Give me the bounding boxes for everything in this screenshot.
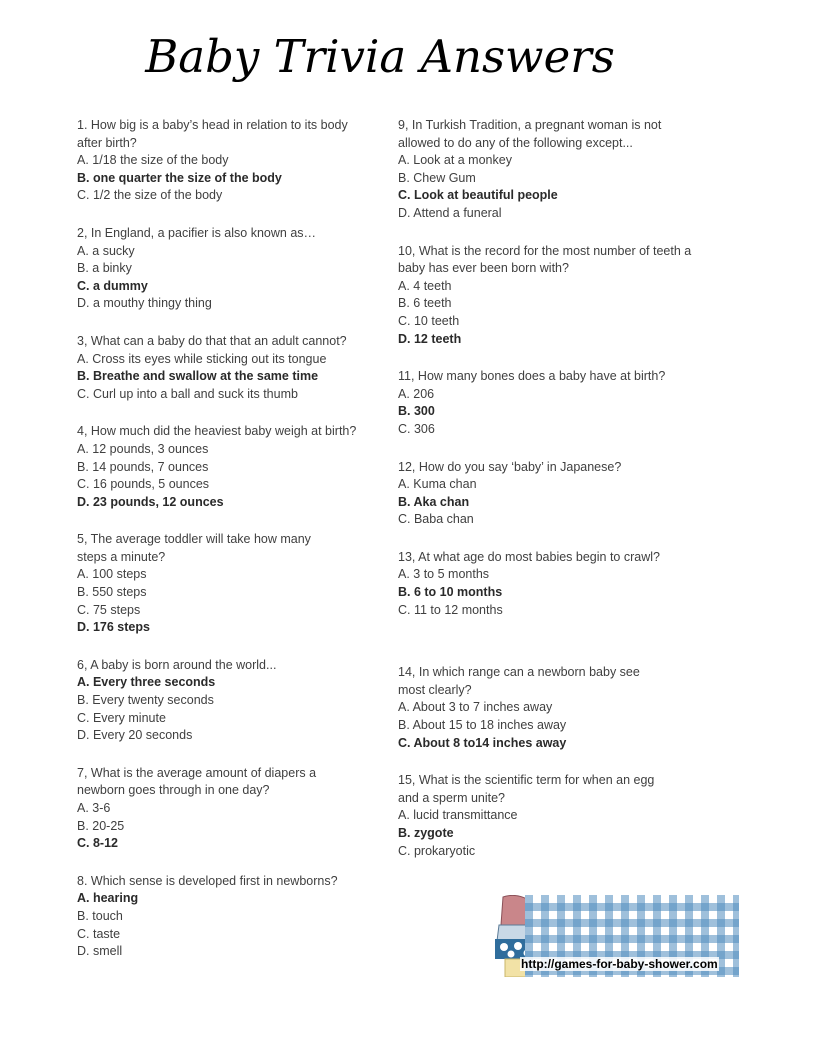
answer-option: D. smell	[77, 944, 123, 959]
page-title: Baby Trivia Answers	[145, 30, 615, 83]
answer-option: C. 306	[398, 421, 435, 436]
question-block	[398, 664, 708, 752]
question-block	[77, 117, 387, 205]
correct-answer: D. 23 pounds, 12 ounces	[77, 494, 224, 509]
question-block	[398, 243, 708, 349]
question-text: 4, How much did the heaviest baby weigh at birth?	[77, 424, 357, 439]
correct-answer: C. a dummy	[77, 278, 148, 293]
correct-answer: B. 6 to 10 months	[398, 585, 503, 600]
question-text: baby has ever been born with?	[398, 261, 569, 276]
answer-option: A. 1/18 the size of the body	[77, 153, 229, 168]
answer-option: C. 10 teeth	[398, 313, 460, 328]
question-text: 5, The average toddler will take how many	[77, 532, 311, 547]
answer-option: D. Every 20 seconds	[77, 728, 193, 743]
question-text: 15, What is the scientific term for when an egg	[398, 773, 655, 788]
answer-option: B. 14 pounds, 7 ounces	[77, 459, 209, 474]
question-block	[398, 368, 708, 438]
question-text: after birth?	[77, 135, 137, 150]
question-text: 3, What can a baby do that that an adult cannot?	[77, 333, 347, 348]
answer-option: C. 16 pounds, 5 ounces	[77, 477, 210, 492]
answer-option: C. prokaryotic	[398, 843, 476, 858]
question-block	[77, 657, 387, 745]
answer-option: A. Cross its eyes while sticking out its tongue	[77, 351, 327, 366]
answer-option: D. a mouthy thingy thing	[77, 296, 212, 311]
question-text: 8. Which sense is developed first in newborns?	[77, 873, 338, 888]
question-text: 10, What is the record for the most number of teeth a	[398, 243, 692, 258]
answer-option: B. 20-25	[77, 818, 125, 833]
question-text: allowed to do any of the following except...	[398, 135, 633, 150]
question-block	[77, 333, 387, 403]
question-text: and a sperm unite?	[398, 790, 506, 805]
answer-option: A. 206	[398, 386, 435, 401]
correct-answer: B. 300	[398, 404, 435, 419]
answer-option: B. 6 teeth	[398, 296, 452, 311]
question-block	[77, 225, 387, 313]
correct-answer: B. Breathe and swallow at the same time	[77, 369, 319, 384]
correct-answer: C. Look at beautiful people	[398, 188, 558, 203]
answer-option: C. Curl up into a ball and suck its thumb	[77, 386, 298, 401]
question-text: 13, At what age do most babies begin to crawl?	[398, 549, 660, 564]
answer-option: C. 75 steps	[77, 602, 141, 617]
answer-option: B. a binky	[77, 261, 132, 276]
correct-answer: D. 176 steps	[77, 620, 150, 635]
answer-option: A. Kuma chan	[398, 477, 477, 492]
question-block	[77, 531, 387, 637]
footer-url-link[interactable]: http://games-for-baby-shower.com	[521, 957, 718, 971]
answer-option: A. a sucky	[77, 243, 135, 258]
correct-answer: A. Every three seconds	[77, 675, 216, 690]
question-text: 1. How big is a baby’s head in relation to its body	[77, 118, 348, 132]
answer-option: B. Every twenty seconds	[77, 693, 214, 708]
question-text: 14, In which range can a newborn baby see	[398, 665, 640, 680]
answer-option: A. 3-6	[77, 801, 111, 815]
answer-option: A. 4 teeth	[398, 278, 452, 293]
question-text: steps a minute?	[77, 549, 166, 564]
question-block	[398, 772, 708, 860]
question-block	[398, 459, 708, 529]
correct-answer: B. zygote	[398, 826, 454, 840]
answer-option: C. Every minute	[77, 710, 166, 725]
answer-option: C. 11 to 12 months	[398, 602, 503, 617]
answer-option: A. 12 pounds, 3 ounces	[77, 441, 209, 456]
answer-option: B. Chew Gum	[398, 170, 476, 185]
answer-option: C. taste	[77, 926, 121, 941]
question-text: 12, How do you say ‘baby’ in Japanese?	[398, 459, 622, 474]
answer-option: A. Look at a monkey	[398, 153, 512, 168]
question-text: newborn goes through in one day?	[77, 783, 270, 798]
answer-option: A. 100 steps	[77, 567, 147, 582]
answer-option: A. lucid transmittance	[398, 808, 518, 823]
answer-option: C. 1/2 the size of the body	[77, 188, 223, 203]
answer-option: B. 550 steps	[77, 585, 147, 600]
answer-option: B. touch	[77, 908, 123, 923]
questions-column-right	[398, 117, 708, 860]
questions-column-left	[77, 117, 387, 961]
answer-option: C. Baba chan	[398, 512, 474, 527]
answer-option: B. About 15 to 18 inches away	[398, 718, 567, 733]
question-block	[77, 423, 387, 511]
question-block	[398, 549, 708, 619]
question-block	[77, 765, 387, 853]
answer-option: A. 3 to 5 months	[398, 567, 490, 582]
correct-answer: A. hearing	[77, 891, 139, 906]
answer-option: A. About 3 to 7 inches away	[398, 700, 553, 715]
question-text: 7, What is the average amount of diapers a	[77, 765, 317, 780]
question-text: 6, A baby is born around the world...	[77, 657, 277, 672]
question-text: 9, In Turkish Tradition, a pregnant woman is not	[398, 118, 662, 132]
question-text: most clearly?	[398, 682, 472, 697]
question-block	[77, 873, 387, 961]
correct-answer: D. 12 teeth	[398, 331, 462, 346]
correct-answer: B. Aka chan	[398, 494, 470, 509]
answer-option: D. Attend a funeral	[398, 205, 502, 220]
question-block	[398, 117, 708, 223]
question-text: 2, In England, a pacifier is also known as…	[77, 225, 317, 240]
correct-answer: B. one quarter the size of the body	[77, 170, 282, 185]
correct-answer: C. About 8 to14 inches away	[398, 735, 567, 750]
correct-answer: C. 8-12	[77, 836, 118, 851]
question-text: 11, How many bones does a baby have at birth?	[398, 369, 666, 384]
